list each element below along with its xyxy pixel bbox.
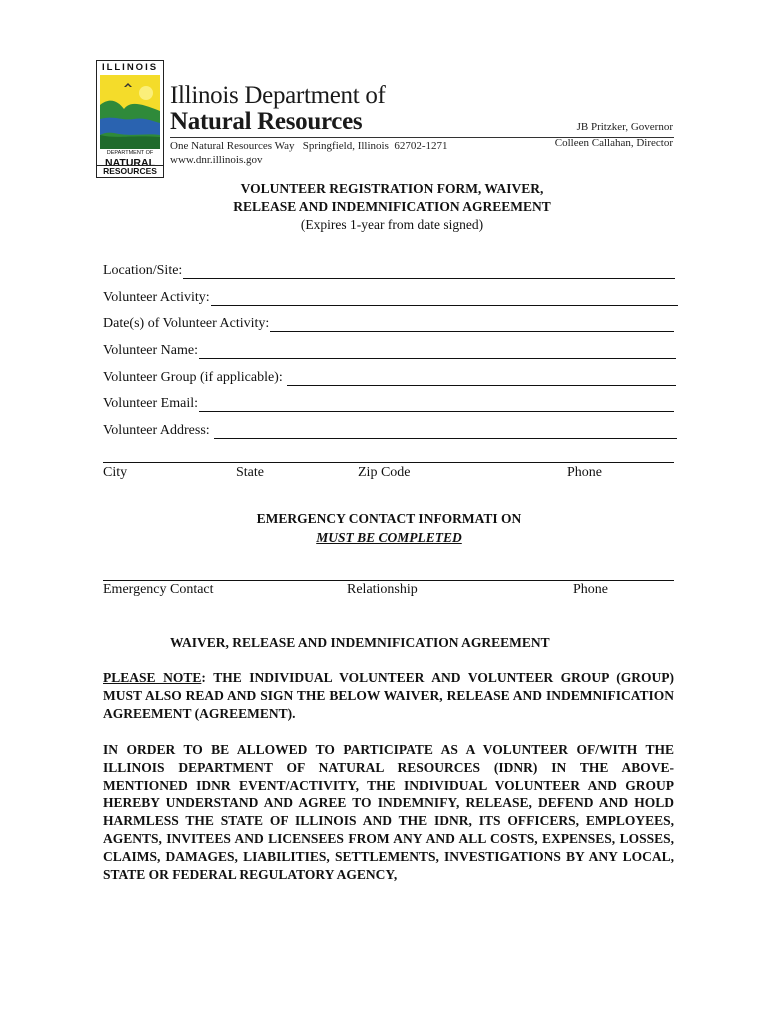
emergency-contact-heading: EMERGENCY CONTACT INFORMATI ON: [256, 511, 522, 526]
logo-illinois-text: ILLINOIS: [101, 62, 159, 73]
must-be-completed-note: MUST BE COMPLETED: [316, 530, 462, 545]
logo-resources-text: RESOURCES: [97, 165, 163, 177]
volunteer-group-input-line[interactable]: [287, 371, 676, 386]
phone-label: Phone: [567, 465, 602, 480]
volunteer-email-field[interactable]: [103, 394, 674, 412]
logo-landscape-icon: [100, 75, 160, 149]
volunteer-address-label: Volunteer Address:: [103, 423, 214, 438]
volunteer-address-field[interactable]: [103, 421, 677, 439]
emergency-contact-label: Emergency Contact: [103, 582, 214, 597]
volunteer-email-input-line[interactable]: [199, 397, 674, 412]
volunteer-group-field[interactable]: [103, 368, 676, 386]
agency-website: www.dnr.illinois.gov: [170, 154, 263, 166]
relationship-label: Relationship: [347, 582, 418, 597]
form-subtitle: (Expires 1-year from date signed): [300, 217, 484, 232]
state-label: State: [236, 465, 264, 480]
agency-name-line2: Natural Resources: [170, 108, 363, 135]
logo-natural-text: NATURAL: [105, 157, 155, 169]
volunteer-name-input-line[interactable]: [199, 344, 676, 359]
activity-dates-field[interactable]: [103, 314, 674, 332]
volunteer-activity-input-line[interactable]: [211, 291, 678, 306]
zip-code-label: Zip Code: [358, 465, 411, 480]
emergency-contact-line[interactable]: [103, 580, 674, 581]
emergency-phone-label: Phone: [573, 582, 608, 597]
logo-department-of-text: DEPARTMENT OF: [106, 150, 154, 156]
volunteer-address-input-line[interactable]: [214, 424, 677, 439]
waiver-heading-text: WAIVER, RELEASE AND INDEMNIFICATION AGREEMENT: [170, 635, 550, 650]
volunteer-group-label: Volunteer Group (if applicable):: [103, 370, 287, 385]
volunteer-activity-field[interactable]: [103, 288, 678, 306]
activity-dates-label: Date(s) of Volunteer Activity:: [103, 316, 270, 331]
volunteer-activity-label: Volunteer Activity:: [103, 290, 210, 305]
volunteer-name-label: Volunteer Name:: [103, 343, 198, 358]
form-title-line2: RELEASE AND INDEMNIFICATION AGREEMENT: [233, 199, 551, 214]
form-title-line1: VOLUNTEER REGISTRATION FORM, WAIVER,: [240, 181, 544, 196]
volunteer-name-field[interactable]: [103, 341, 676, 359]
city-label: City: [103, 465, 128, 480]
location-input-line[interactable]: [183, 264, 675, 279]
agency-address: One Natural Resources Way Springfield, Illinois 62702-1271: [170, 140, 448, 152]
please-note-text: : THE INDIVIDUAL VOLUNTEER AND VOLUNTEER GROUP (GROUP) MUST ALSO READ AND SIGN THE BELOW WAIVER, RELEASE AND INDEMNIFICATION AGREEMENT (AGREEMENT).: [103, 670, 674, 721]
waiver-body-paragraph: IN ORDER TO BE ALLOWED TO PARTICIPATE AS A VOLUNTEER OF/WITH THE ILLINOIS DEPARTMENT OF NATURAL RESOURCES (IDNR) IN THE ABOVE-MENTIONED IDNR EVENT/ACTIVITY, THE INDIVIDUAL VOLUNTEER AND GROUP HEREBY UNDERSTAND AND AGREE TO INDEMNIFY, RELEASE, DEFEND AND HOLD HARMLESS THE STATE OF ILLINOIS AND THE IDNR, ITS OFFICERS, EMPLOYEES, AGENTS, INVITEES AND LICENSEES FROM ANY AND ALL COSTS, EXPENSES, LOSSES, CLAIMS, DAMAGES, LIABILITIES, SETTLEMENTS, INVESTIGATIONS BY ANY LOCAL, STATE OR FEDERAL REGULATORY AGENCY,: [103, 742, 674, 882]
please-note-paragraph: [103, 669, 674, 722]
address-second-line[interactable]: [103, 462, 674, 463]
director-name: Colleen Callahan, Director: [554, 137, 673, 149]
volunteer-email-label: Volunteer Email:: [103, 396, 198, 411]
activity-dates-input-line[interactable]: [270, 317, 674, 332]
please-note-label: PLEASE NOTE: [103, 670, 202, 685]
idnr-logo: [96, 60, 164, 178]
governor-name: JB Pritzker, Governor: [576, 121, 673, 133]
agency-name-line1: Illinois Department of: [170, 82, 386, 109]
location-field[interactable]: [103, 261, 675, 279]
location-label: Location/Site:: [103, 263, 183, 278]
